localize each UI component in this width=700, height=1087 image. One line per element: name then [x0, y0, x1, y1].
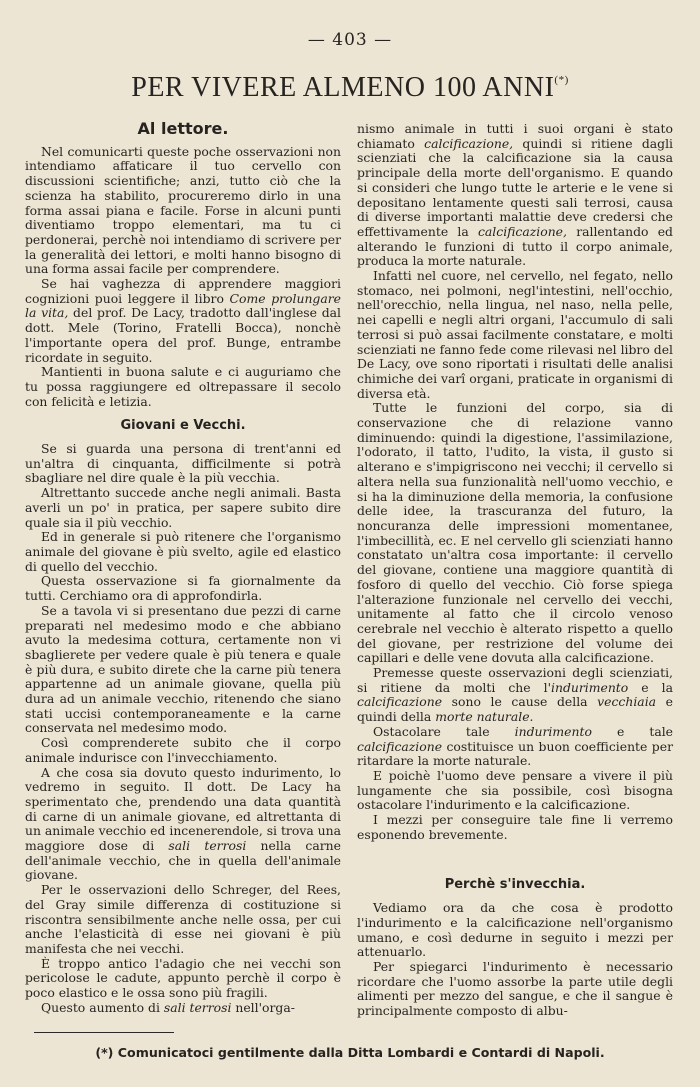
article-title [0, 72, 700, 104]
paragraph: I mezzi per conseguire tale fine li verremo esponendo brevemente. [357, 812, 673, 842]
paragraph: Per le osservazioni dello Schreger, del Rees, del Gray simile differenza di costituzione si riscontra sensibilmente anche nelle ossa, per cui anche l'elasticità di esse nei giovani è più manifesta che nei vecchi. [25, 882, 341, 956]
text-run: nella carne dell'animale vecchio, che in quella dell'animale giovane. [25, 838, 341, 883]
paragraph [357, 122, 673, 269]
paragraph: Mantienti in buona salute e ci auguriamo che tu possa raggiungere ed oltrepassare il secolo con felicità e letizia. [25, 364, 341, 409]
text-run: Premesse queste osservazioni degli scienziati, si ritiene da molti che l' [357, 665, 673, 695]
paragraph: Nel comunicarti queste poche osservazioni non intendiamo affaticare il tuo cervello con discussioni scientifiche; anzi, tutto ciò che la scienza ha stabilito, procureremo dirlo in una forma assai piana e facile. Forse in alcuni punti diventiamo troppo elementari, ma tu ci perdonerai, perchè noi intendiamo di scrivere per la generalità dei lettori, e molti hanno bisogno di una forma assai facile per comprendere. [25, 143, 341, 277]
section-heading-giovani-vecchi: Giovani e Vecchi. [120, 418, 246, 434]
paragraph: E poichè l'uomo deve pensare a vivere il più lungamente che sia possibile, così bisogna ostacolare l'indurimento e la calcificazione. [357, 767, 673, 813]
text-run: Questo aumento di [41, 999, 164, 1015]
paragraph [25, 766, 341, 884]
emphasis: sali terrosi [168, 838, 247, 854]
text-run: costituisce un buon coefficiente per ritardare la morte naturale. [357, 738, 673, 769]
paragraph: Vediamo ora da che cosa è prodotto l'indurimento e la calcificazione nell'organismo umano, e così dedurne in seguito i mezzi per attenuarlo. [357, 900, 673, 960]
text-run: A che cosa sia dovuto questo indurimento, lo vedremo in seguito. Il dott. De Lacy ha sperimentato che, prendendo una data quantità di carne di un animale giovane, ed altrettanta di un animale vecchio ed incenerendole, si trova una maggiore dose di [25, 764, 341, 854]
emphasis: calcificazione, [424, 135, 514, 151]
text-run: sono le cause della [442, 694, 598, 710]
paragraph [25, 277, 341, 365]
emphasis: calcificazione [357, 738, 443, 754]
paragraph: Tutte le funzioni del corpo, sia di conservazione che di relazione vanno diminuendo: quindi la digestione, l'assimilazione, l'odorato, il tatto, l'udito, la vista, il gusto si alterano e s'impigriscono nei vecchi; il cervello si altera nella sua funzionalità nell'uomo vecchio, e si ha la diminuzione della memoria, la confusione delle idee, la trascuranza del futuro, la noncuranza delle impressioni momentanee, l'imbecillità, ec. E nel cervello gli scienziati hanno constatato un'altra cosa importante: il cervello del giovane, contiene una maggiore quantità di fosforo di quello del vecchio. Ciò forse spiega l'alterazione funzionale nel cervello dei vecchi, unitamente al fatto che il circolo venoso cerebrale nel vecchio è alterato rispetto a quello del giovane, per restrizione del volume dei capillari e delle vene dovuta alla calcificazione. [357, 400, 673, 666]
paragraph: Se si guarda una persona di trent'anni ed un'altra di cinquanta, difficilmente si potrà sbagliare nel dire quale è la più vecchia. [25, 441, 341, 486]
paragraph [357, 666, 673, 725]
footnote-rule [34, 1032, 174, 1033]
title-footnote-mark: (*) [554, 74, 569, 86]
paragraph: Se a tavola vi si presentano due pezzi di carne preparati nel medesimo modo e che abbiano avuto la medesima cottura, certamente non vi sbaglierete per vedere quale è più tenera e quale è più dura, e subito direte che la carne più tenera appartenne ad un animale giovane, quella più dura ad un animale vecchio, ritenendo che siano stati uccisi contemporaneamente e la carne conservata nel medesimo modo. [25, 602, 341, 736]
text-run: quindi si ritiene dagli scienziati che la calcificazione sia la causa principale della morte dell'organismo. E quando si consideri che lungo tutte le arterie e le vene si depositano lentamente questi sali terrosi, causa di diverse importanti malattie deve credersi che effettivamente la [357, 135, 673, 239]
paragraph: Altrettanto succede anche negli animali. Basta averli un po' in pratica, per sapere subito dire quale sia il più vecchio. [25, 485, 341, 530]
paragraph: Questa osservazione si fa giornalmente da tutti. Cerchiamo ora di approfondirla. [25, 573, 341, 604]
text-run: e tale [591, 723, 673, 739]
text-run: e la [628, 679, 673, 695]
emphasis: calcificazione [357, 694, 443, 710]
text-run: nismo animale in tutti i suoi organi è stato chiamato [357, 121, 673, 151]
paragraph [357, 725, 673, 769]
text-run: rallentando ed alterando le funzioni di tutto il corpo animale, produca la morte naturale. [357, 223, 673, 269]
right-column [357, 122, 673, 1019]
emphasis: sali terrosi [163, 999, 232, 1015]
text-run: del prof. De Lacy, tradotto dall'inglese dal dott. Mele (Torino, Fratelli Bocca), nonchè l'importante opera del prof. Bunge, entrambe ricordate in seguito. [25, 305, 342, 365]
book-title: Come prolungare la vita, [25, 290, 342, 321]
paragraph [25, 1001, 341, 1016]
section-heading-perche-invecchia: Perchè s'invecchia. [444, 877, 586, 893]
text-run: nell'orga- [231, 999, 295, 1015]
paragraph: Per spiegarci l'indurimento è necessario ricordare che l'uomo assorbe la parte utile degli alimenti per mezzo del sangue, e che il sangue è principalmente composto di albu- [357, 958, 673, 1019]
paragraph: Infatti nel cuore, nel cervello, nel fegato, nello stomaco, nei polmoni, negl'intestini, nell'occhio, nell'orecchio, nella lingua, nel naso, nella pelle, nei capelli e negli altri organi, l'accumulo di sali terrosi si può assai facilmente constatare, e molti scienziati ne fanno fede come rilevasi nel libro del De Lacy, ove sono riportati i risultati delle analisi chimiche dei varî organi, praticate in organismi di diversa età. [357, 268, 673, 401]
spacer [357, 842, 673, 868]
emphasis: vecchiaia [597, 694, 657, 710]
text-run: Ostacolare tale [373, 723, 515, 739]
emphasis: indurimento [514, 723, 592, 739]
paragraph: Così comprenderete subito che il corpo animale indurisce con l'invecchiamento. [25, 735, 341, 765]
emphasis: indurimento [551, 679, 629, 695]
emphasis: morte naturale. [435, 709, 534, 725]
title-text: PER VIVERE ALMENO 100 ANNI [131, 72, 555, 103]
text-run: e quindi della [357, 694, 673, 725]
footnote: (*) Comunicatoci gentilmente dalla Ditta Lombardi e Contardi di Napoli. [95, 1045, 605, 1060]
paragraph: Ed in generale si può ritenere che l'organismo animale del giovane è più svelto, agile ed elastico di quello del vecchio. [25, 529, 341, 574]
emphasis: calcificazione, [477, 223, 567, 239]
section-heading-al-lettore: Al lettore. [137, 119, 229, 138]
left-column [25, 118, 341, 1015]
text-run: Se hai vaghezza di apprendere maggiori cognizioni puoi leggere il libro [25, 276, 341, 306]
page-number: — 403 — [307, 30, 393, 50]
paragraph: È troppo antico l'adagio che nei vecchi son pericolose le cadute, appunto perchè il corpo è poco elastico e le ossa sono più fragili. [25, 955, 341, 1001]
